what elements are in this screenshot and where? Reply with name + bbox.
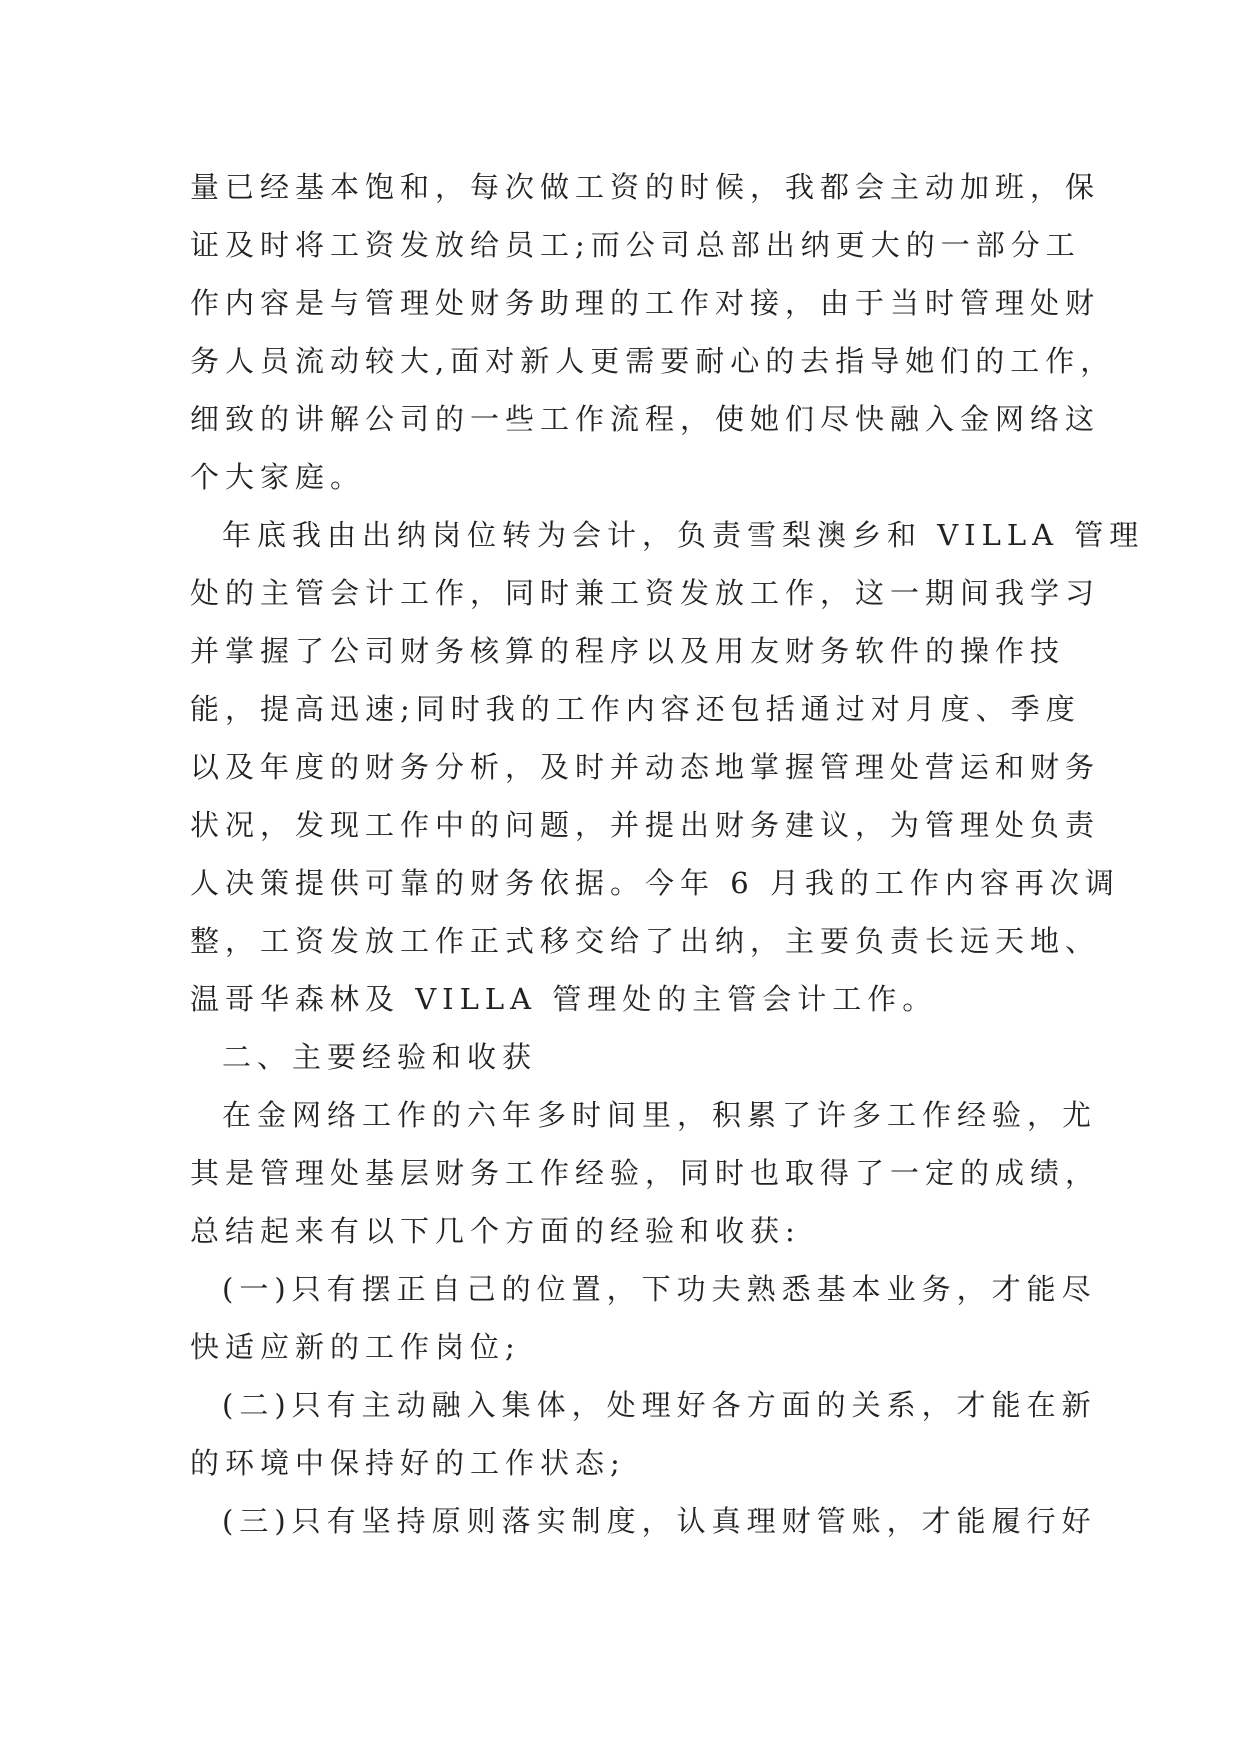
text-line: 并掌握了公司财务核算的程序以及用友财务软件的操作技	[190, 634, 1066, 668]
text-line: 总结起来有以下几个方面的经验和收获:	[190, 1214, 801, 1248]
body-text	[190, 158, 1145, 1550]
paragraph-first-line: 年底我由出纳岗位转为会计，负责雪梨澳乡和 VILLA 管理	[222, 518, 1145, 552]
text-line: 状况，发现工作中的问题，并提出财务建议，为管理处负责	[190, 808, 1101, 842]
text-line: 量已经基本饱和，每次做工资的时候，我都会主动加班，保	[190, 170, 1101, 204]
text-line: 务人员流动较大,面对新人更需要耐心的去指导她们的工作，	[190, 344, 1116, 378]
text-line: 以及年度的财务分析，及时并动态地掌握管理处营运和财务	[190, 750, 1101, 784]
text-line: 其是管理处基层财务工作经验，同时也取得了一定的成绩，	[190, 1156, 1101, 1190]
list-item-first-line: (一)只有摆正自己的位置，下功夫熟悉基本业务，才能尽	[222, 1272, 1097, 1306]
text-line: 处的主管会计工作，同时兼工资发放工作，这一期间我学习	[190, 576, 1101, 610]
text-line: 作内容是与管理处财务助理的工作对接，由于当时管理处财	[190, 286, 1101, 320]
list-item-first-line: (三)只有坚持原则落实制度，认真理财管账，才能履行好	[222, 1504, 1097, 1538]
text-line: 能，提高迅速;同时我的工作内容还包括通过对月度、季度	[190, 692, 1081, 726]
text-line: 细致的讲解公司的一些工作流程，使她们尽快融入金网络这	[190, 402, 1101, 436]
text-line: 温哥华森林及 VILLA 管理处的主管会计工作。	[190, 982, 938, 1016]
section-heading: 二、主要经验和收获	[222, 1040, 538, 1074]
text-line: 整，工资发放工作正式移交给了出纳，主要负责长远天地、	[190, 924, 1101, 958]
text-line: 个大家庭。	[190, 460, 366, 494]
text-line: 人决策提供可靠的财务依据。今年 6 月我的工作内容再次调	[190, 866, 1120, 900]
text-line: 证及时将工资发放给员工;而公司总部出纳更大的一部分工	[190, 228, 1081, 262]
text-line: 的环境中保持好的工作状态;	[190, 1446, 626, 1480]
list-item-first-line: (二)只有主动融入集体，处理好各方面的关系，才能在新	[222, 1388, 1097, 1422]
text-line: 快适应新的工作岗位;	[190, 1330, 521, 1364]
paragraph-first-line: 在金网络工作的六年多时间里，积累了许多工作经验，尤	[222, 1098, 1098, 1132]
